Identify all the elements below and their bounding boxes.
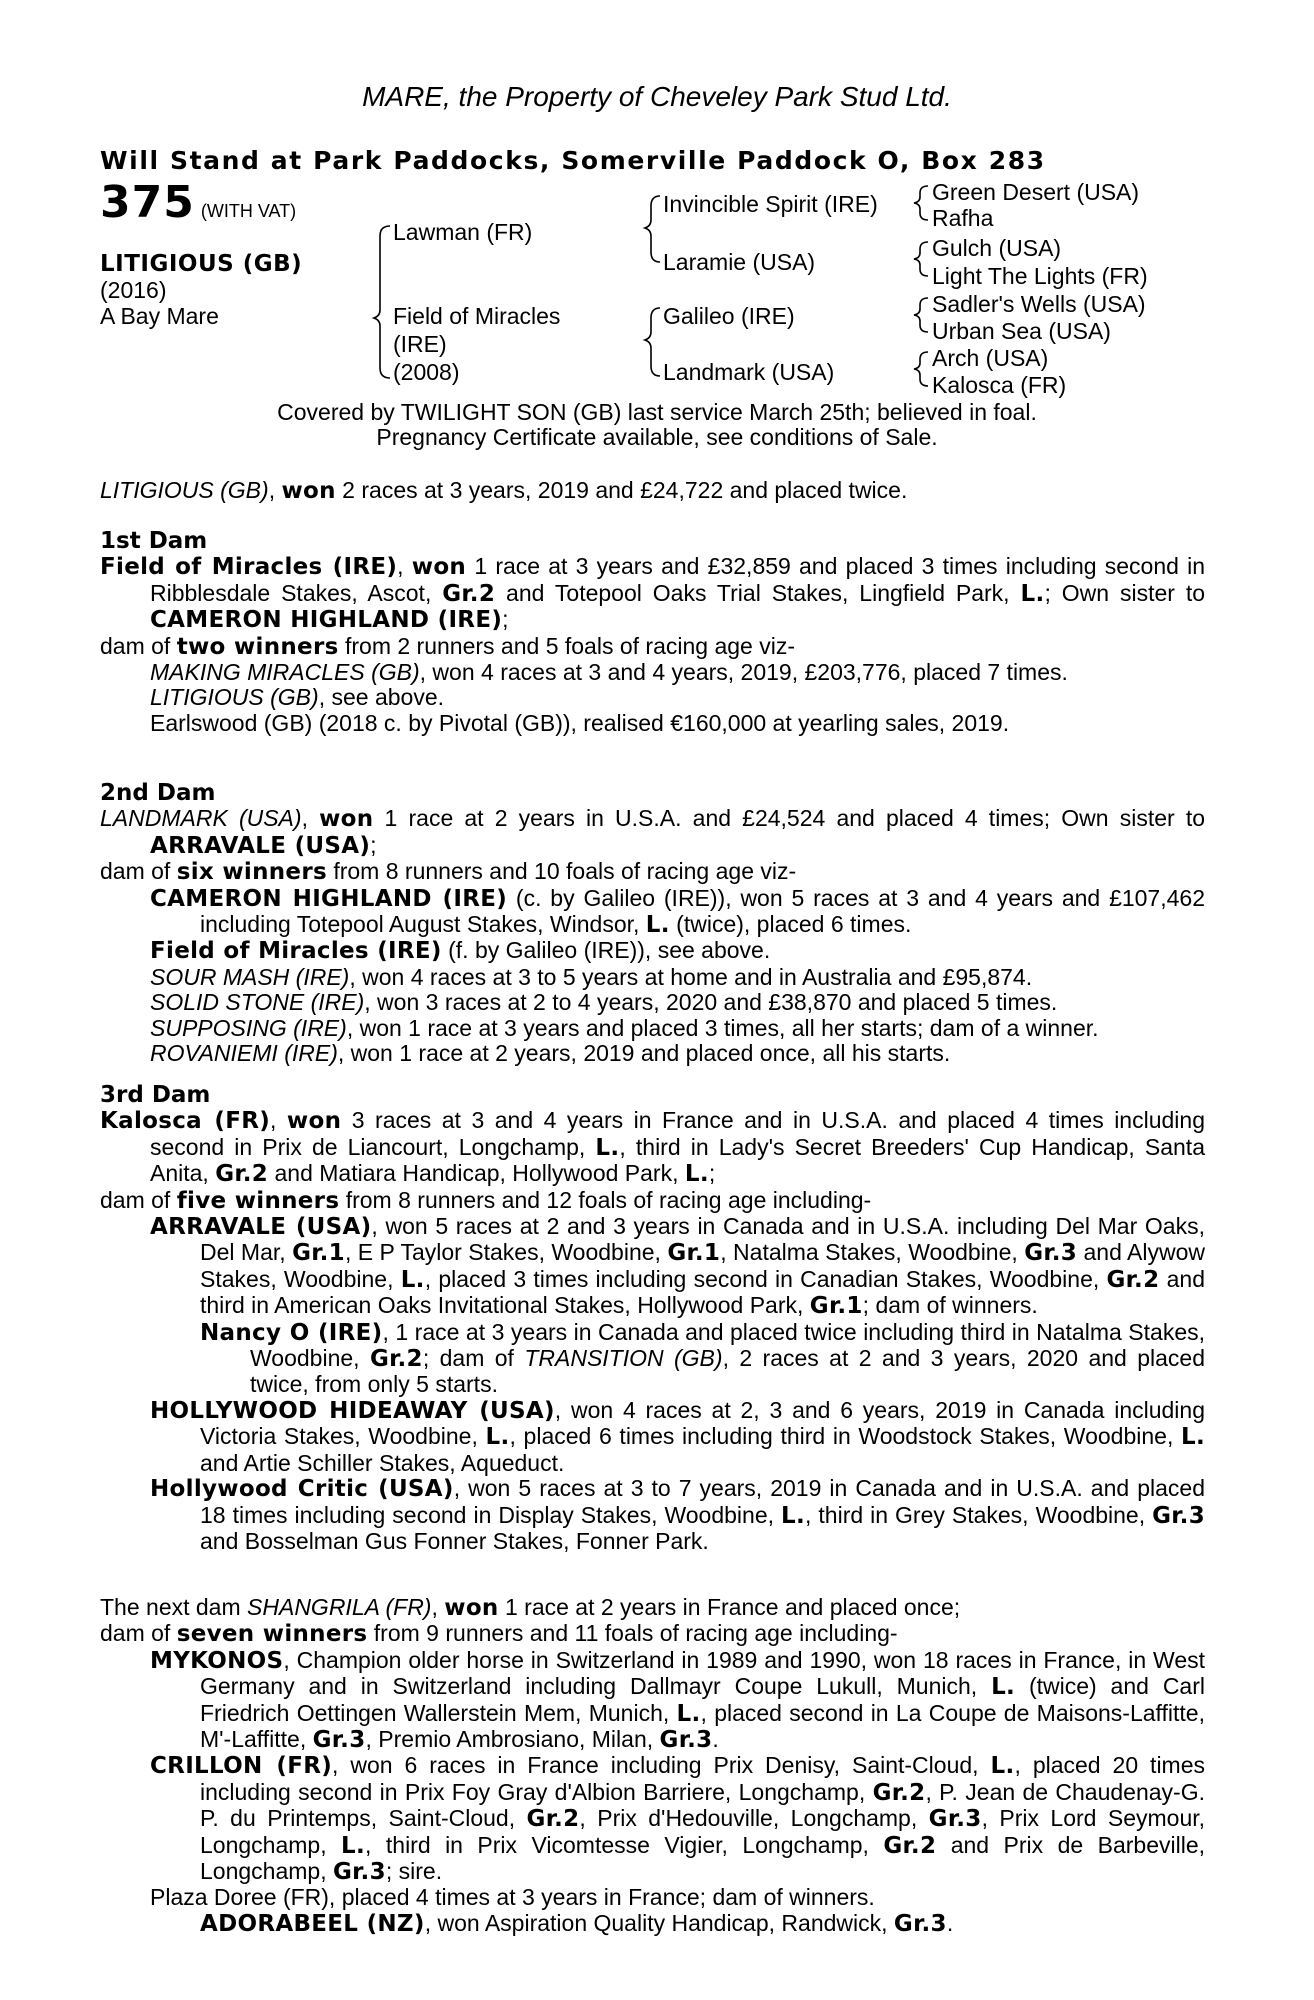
text: from 2 runners and 5 foals of racing age viz- bbox=[338, 632, 795, 659]
pedigree-sd-sire: Gulch (USA) bbox=[932, 235, 1062, 261]
text: and Matiara Handicap, Hollywood Park, bbox=[268, 1160, 685, 1187]
text: and Totepool Oaks Trial Stakes, Lingfield Park, bbox=[495, 579, 1021, 606]
sister-name: ARRAVALE (USA) bbox=[150, 832, 371, 859]
text: , 1 race at 3 years in Canada and placed twice including third in Natalma Stakes, Woodbine, bbox=[250, 1318, 1205, 1372]
progeny-name: Field of Miracles (IRE) bbox=[150, 938, 442, 965]
section-heading: 3rd Dam bbox=[100, 1082, 211, 1108]
text: . bbox=[712, 1726, 719, 1753]
text: from 9 runners and 11 foals of racing age including- bbox=[367, 1620, 898, 1647]
winners-count: two winners bbox=[176, 633, 339, 660]
pedigree-dam-line2: (IRE) bbox=[393, 331, 447, 357]
text: ; Own sister to bbox=[1044, 579, 1206, 606]
text: dam of bbox=[100, 858, 177, 885]
covered-line: Covered by TWILIGHT SON (GB) last service March 25th; believed in foal. bbox=[277, 399, 1037, 425]
grade: L. bbox=[1181, 1424, 1205, 1451]
text: , won 4 races at 3 and 4 years, 2019, £203,776, placed 7 times. bbox=[419, 659, 1068, 686]
progeny-name: Hollywood Critic (USA) bbox=[150, 1476, 454, 1503]
text: , won 3 races at 2 to 4 years, 2020 and £38,870 and placed 5 times. bbox=[364, 989, 1058, 1016]
text: ; bbox=[370, 831, 377, 858]
grade: L. bbox=[1020, 580, 1045, 607]
text: 1 race at 3 years and £32,859 and placed 3 times including second in Ribblesdale Stakes, Ascot, bbox=[150, 553, 1206, 606]
pedigree-ds-sire: Sadler's Wells (USA) bbox=[932, 291, 1146, 317]
dam-name: LANDMARK (USA) bbox=[100, 805, 302, 832]
pedigree-dam-line3: (2008) bbox=[393, 359, 460, 385]
text: , P. Jean de Chaudenay-G. P. du Printemps, Saint-Cloud, bbox=[200, 1778, 1205, 1832]
text: from 8 runners and 10 foals of racing age viz- bbox=[326, 858, 797, 885]
grade: Gr.3 bbox=[1024, 1240, 1078, 1267]
text: . bbox=[946, 1909, 954, 1936]
text: dam of bbox=[100, 1186, 177, 1213]
horse-description: A Bay Mare bbox=[100, 303, 219, 329]
grade: Gr.3 bbox=[893, 1910, 947, 1937]
text: , won 5 races at 3 to 7 years, 2019 in Canada and in U.S.A. and placed 18 times including second in Display Stakes, Woodbine, bbox=[200, 1475, 1205, 1528]
horse-year: (2016) bbox=[100, 277, 167, 303]
text: ; bbox=[708, 1160, 716, 1187]
progeny-name: SOLID STONE (IRE) bbox=[150, 989, 365, 1016]
grade: Gr.2 bbox=[526, 1806, 580, 1833]
won-label: won bbox=[444, 1595, 499, 1621]
grade: L. bbox=[645, 912, 670, 939]
grade: L. bbox=[595, 1134, 620, 1161]
text: (f. by Galileo (IRE)), see above. bbox=[441, 937, 771, 964]
grade: L. bbox=[990, 1753, 1015, 1780]
section-heading: 1st Dam bbox=[100, 528, 208, 554]
text: ; dam of bbox=[422, 1345, 525, 1372]
pedigree-ss-sire: Green Desert (USA) bbox=[932, 179, 1140, 205]
lot-number: 375 bbox=[100, 177, 195, 228]
text: , won 6 races in France including Prix Denisy, Saint-Cloud, bbox=[332, 1752, 991, 1779]
text: , E P Taylor Stakes, Woodbine, bbox=[344, 1239, 668, 1266]
text: , Prix Lord Seymour, Longchamp, bbox=[200, 1805, 1206, 1858]
progeny-name: SUPPOSING (IRE) bbox=[150, 1014, 347, 1041]
dam-name: Kalosca (FR) bbox=[100, 1108, 271, 1135]
text: , won Aspiration Quality Handicap, Randwick, bbox=[424, 1909, 894, 1936]
progeny-name: HOLLYWOOD HIDEAWAY (USA) bbox=[150, 1397, 555, 1424]
grade: L. bbox=[991, 1674, 1016, 1701]
grade: L. bbox=[400, 1266, 425, 1293]
won-label: won bbox=[411, 554, 467, 581]
text: and Bosselman Gus Fonner Stakes, Fonner Park. bbox=[200, 1527, 709, 1554]
second-dam-section: 2nd Dam LANDMARK (USA), won 1 race at 2 years in U.S.A. and £24,524 and placed 4 times; Own sister to ARRAVALE (USA); dam of six winners from 8 runners and 10 foals of racing age viz- CAMERON HIGHLAND (IRE) (c. by Galileo (IRE)), won 5 races at 3 and 4 years and £107,462 including Totepool August Stakes, Windsor, L. (twice), placed 6 times. Field of Miracles (IRE) (f. by Galileo (IRE)), see above. SOUR MASH (IRE), won 4 races at 3 to 5 years at home and in Australia and £95,874. SOLID STONE (IRE), won 3 races at 2 to 4 years, 2020 and £38,870 and placed 5 times. SUPPOSING (IRE), won 1 race at 3 years and placed 3 times, all her starts; dam of a winner. ROVANIEMI (IRE), won 1 race at 2 years, 2019 and placed once, all his starts. bbox=[100, 780, 1205, 1067]
pregnancy-line: Pregnancy Certificate available, see conditions of Sale. bbox=[376, 424, 938, 451]
bracket-ss bbox=[914, 186, 928, 220]
pedigree-ds-dam: Urban Sea (USA) bbox=[932, 318, 1111, 344]
bracket-ds bbox=[914, 298, 928, 332]
dam-name: SHANGRILA (FR) bbox=[247, 1594, 432, 1620]
grade: Gr.2 bbox=[872, 1779, 926, 1806]
text: , third in Grey Stakes, Woodbine, bbox=[805, 1501, 1153, 1528]
pedigree-sire: Lawman (FR) bbox=[393, 219, 533, 245]
grade: Gr.1 bbox=[809, 1293, 863, 1320]
pedigree-dd-dam: Kalosca (FR) bbox=[932, 372, 1067, 398]
grade: Gr.1 bbox=[292, 1240, 345, 1267]
pedigree-dam-sire: Galileo (IRE) bbox=[663, 303, 795, 329]
pedigree-dam-line1: Field of Miracles bbox=[393, 303, 561, 329]
progeny-name: ADORABEEL (NZ) bbox=[200, 1910, 425, 1937]
horse-name: LITIGIOUS (GB) bbox=[100, 251, 303, 277]
summary-won: won bbox=[281, 478, 336, 504]
text: , third in Lady's Secret Breeders' Cup Handicap, Santa Anita, bbox=[150, 1133, 1205, 1187]
text: from 8 runners and 12 foals of racing age including- bbox=[339, 1186, 872, 1213]
winners-count: seven winners bbox=[176, 1621, 368, 1648]
text: ; dam of winners. bbox=[862, 1292, 1038, 1319]
pedigree-sd-dam: Light The Lights (FR) bbox=[932, 263, 1148, 289]
dam-name: Field of Miracles (IRE) bbox=[100, 554, 398, 581]
sister-name: CAMERON HIGHLAND (IRE) bbox=[150, 607, 503, 634]
page-title: MARE, the Property of Cheveley Park Stud Ltd. bbox=[362, 81, 952, 112]
grade: L. bbox=[781, 1502, 806, 1529]
pedigree-dam-dam: Landmark (USA) bbox=[663, 359, 835, 385]
text: ; bbox=[502, 606, 509, 633]
text: and Artie Schiller Stakes, Aqueduct. bbox=[200, 1449, 565, 1476]
grade: L. bbox=[684, 1161, 709, 1188]
text: 1 race at 2 years in U.S.A. and £24,524 and placed 4 times; Own sister to bbox=[373, 805, 1205, 832]
text: (c. by Galileo (IRE)), won 5 races at 3 and 4 years and £107,462 including Totepool August Stakes, Windsor, bbox=[200, 884, 1205, 938]
next-dam-section: The next dam SHANGRILA (FR), won 1 race at 2 years in France and placed once; dam of seven winners from 9 runners and 11 foals of racing age including- MYKONOS, Champion older horse in Switzerland in 1989 and 1990, won 18 races in France, in West Germany and in Switzerland including Dallmayr Coupe Lukull, Munich, L. (twice) and Carl Friedrich Oettingen Wallerstein Mem, Munich, L., placed second in La Coupe de Maisons-Laffitte, M'-Laffitte, Gr.3, Premio Ambrosiano, Milan, Gr.3. CRILLON (FR), won 6 races in France including Prix Denisy, Saint-Cloud, L., placed 20 times including second in Prix Foy Gray d'Albion Barriere, Longchamp, Gr.2, P. Jean de Chaudenay-G. P. du Printemps, Saint-Cloud, Gr.2, Prix d'Hedouville, Longchamp, Gr.3, Prix Lord Seymour, Longchamp, L., third in Prix Vicomtesse Vigier, Longchamp, Gr.2 and Prix de Barbeville, Longchamp, Gr.3; sire. Plaza Doree (FR), placed 4 times at 3 years in France; dam of winners. ADORABEEL (NZ), won Aspiration Quality Handicap, Randwick, Gr.3. bbox=[100, 1594, 1206, 1937]
progeny-line: Plaza Doree (FR), placed 4 times at 3 years in France; dam of winners. bbox=[150, 1884, 875, 1911]
won-label: won bbox=[319, 806, 374, 833]
text: dam of bbox=[100, 632, 177, 659]
won-label: won bbox=[286, 1108, 342, 1135]
grade: Gr.3 bbox=[928, 1806, 982, 1833]
race-summary: LITIGIOUS (GB), won 2 races at 3 years, 2019 and £24,722 and placed twice. bbox=[100, 477, 908, 504]
text: , placed 3 times including second in Canadian Stakes, Woodbine, bbox=[424, 1265, 1107, 1292]
text: 3 races at 3 and 4 years in France and in U.S.A. and placed 4 times including second in Prix de Liancourt, Longchamp, bbox=[150, 1107, 1205, 1160]
progeny-name: ROVANIEMI (IRE) bbox=[150, 1040, 338, 1067]
grade: L. bbox=[341, 1832, 366, 1859]
text: , third in Prix Vicomtesse Vigier, Longchamp, bbox=[365, 1831, 884, 1858]
text: and third in American Oaks Invitational Stakes, Hollywood Park, bbox=[200, 1265, 1205, 1319]
summary-name: LITIGIOUS (GB) bbox=[100, 477, 269, 503]
progeny-line: Earlswood (GB) (2018 c. by Pivotal (GB)), realised €160,000 at yearling sales, 2019. bbox=[150, 709, 1010, 736]
first-dam-section: 1st Dam Field of Miracles (IRE), won 1 race at 3 years and £32,859 and placed 3 times including second in Ribblesdale Stakes, Ascot, Gr.2 and Totepool Oaks Trial Stakes, Lingfield Park, L.; Own sister to CAMERON HIGHLAND (IRE); dam of two winners from 2 runners and 5 foals of racing age viz- MAKING MIRACLES (GB), won 4 races at 3 and 4 years, 2019, £203,776, placed 7 times. LITIGIOUS (GB), see above. Earlswood (GB) (2018 c. by Pivotal (GB)), realised €160,000 at yearling sales, 2019. bbox=[100, 528, 1206, 736]
grade: Gr.3 bbox=[332, 1859, 386, 1886]
progeny-name: Nancy O (IRE) bbox=[200, 1319, 383, 1346]
text: dam of bbox=[100, 1620, 177, 1647]
grade: Gr.3 bbox=[659, 1727, 713, 1754]
grade: Gr.2 bbox=[1106, 1266, 1160, 1293]
grade: Gr.2 bbox=[369, 1346, 423, 1373]
bracket-dd bbox=[914, 352, 928, 386]
grade: L. bbox=[485, 1424, 510, 1451]
vat-note: (WITH VAT) bbox=[200, 201, 297, 221]
grade: Gr.2 bbox=[215, 1161, 269, 1188]
text: , see above. bbox=[318, 684, 444, 711]
text: ; sire. bbox=[385, 1858, 443, 1885]
pedigree-dd-sire: Arch (USA) bbox=[932, 345, 1049, 371]
progeny-name: TRANSITION (GB) bbox=[524, 1345, 723, 1372]
pedigree-ss-dam: Rafha bbox=[932, 205, 994, 231]
progeny-name: CRILLON (FR) bbox=[150, 1753, 333, 1780]
grade: Gr.2 bbox=[442, 580, 496, 607]
pedigree-brackets bbox=[0, 0, 1314, 420]
text: (twice), placed 6 times. bbox=[669, 911, 912, 938]
text: , Prix d'Hedouville, Longchamp, bbox=[579, 1805, 929, 1832]
progeny-name: SOUR MASH (IRE) bbox=[150, 963, 350, 990]
grade: Gr.2 bbox=[883, 1832, 937, 1859]
progeny-name: ARRAVALE (USA) bbox=[150, 1214, 372, 1241]
pedigree-sire-sire: Invincible Spirit (IRE) bbox=[663, 191, 878, 217]
text: , won 4 races at 3 to 5 years at home and in Australia and £95,874. bbox=[349, 963, 1033, 990]
stand-location: Will Stand at Park Paddocks, Somerville Paddock O, Box 283 bbox=[100, 146, 1046, 175]
pedigree-sire-dam: Laramie (USA) bbox=[663, 249, 816, 275]
bracket-dam bbox=[645, 308, 660, 376]
grade: Gr.3 bbox=[1152, 1502, 1205, 1529]
covered-note bbox=[0, 400, 1314, 451]
text: , placed 6 times including third in Woodstock Stakes, Woodbine, bbox=[509, 1423, 1181, 1450]
progeny-name: MYKONOS bbox=[150, 1647, 284, 1674]
text: , won 1 race at 2 years, 2019 and placed once, all his starts. bbox=[337, 1040, 951, 1067]
grade: L. bbox=[676, 1700, 701, 1727]
text: , placed 20 times including second in Prix Foy Gray d'Albion Barriere, Longchamp, bbox=[200, 1752, 1205, 1805]
text: , won 5 races at 2 and 3 years in Canada and in U.S.A. including Del Mar Oaks, Del Mar, bbox=[200, 1213, 1205, 1266]
bracket-sd bbox=[914, 242, 928, 276]
text: , placed second in La Coupe de Maisons-Laffitte, M'-Laffitte, bbox=[200, 1699, 1205, 1753]
text: , Champion older horse in Switzerland in 1989 and 1990, won 18 races in France, in West Germany and in Switzerland including Dallmayr Coupe Lukull, Munich, bbox=[200, 1646, 1205, 1700]
bracket-sire-dam bbox=[374, 226, 390, 378]
bracket-sire bbox=[645, 196, 660, 262]
text: , won 4 races at 2, 3 and 6 years, 2019 in Canada including Victoria Stakes, Woodbine, bbox=[200, 1396, 1205, 1450]
section-heading: 2nd Dam bbox=[100, 780, 216, 806]
text: , won 1 race at 3 years and placed 3 times, all her starts; dam of a winner. bbox=[346, 1014, 1099, 1041]
grade: Gr.1 bbox=[667, 1240, 721, 1267]
winners-count: six winners bbox=[176, 859, 327, 886]
text: and Alywow Stakes, Woodbine, bbox=[200, 1239, 1205, 1292]
third-dam-section: 3rd Dam Kalosca (FR), won 3 races at 3 and 4 years in France and in U.S.A. and placed 4 times including second in Prix de Liancourt, Longchamp, L., third in Lady's Secret Breeders' Cup Handicap, Santa Anita, Gr.2 and Matiara Handicap, Hollywood Park, L.; dam of five winners from 8 runners and 12 foals of racing age including- ARRAVALE (USA), won 5 races at 2 and 3 years in Canada and in U.S.A. including Del Mar Oaks, Del Mar, Gr.1, E P Taylor Stakes, Woodbine, Gr.1, Natalma Stakes, Woodbine, Gr.3 and Alywow Stakes, Woodbine, L., placed 3 times including second in Canadian Stakes, Woodbine, Gr.2 and third in American Oaks Invitational Stakes, Hollywood Park, Gr.1; dam of winners. Nancy O (IRE), 1 race at 3 years in Canada and placed twice including third in Natalma Stakes, Woodbine, Gr.2; dam of TRANSITION (GB), 2 races at 2 and 3 years, 2020 and placed twice, from only 5 starts. HOLLYWOOD HIDEAWAY (USA), won 4 races at 2, 3 and 6 years, 2019 in Canada including Victoria Stakes, Woodbine, L., placed 6 times including third in Woodstock Stakes, Woodbine, L. and Artie Schiller Stakes, Aqueduct. Hollywood Critic (USA), won 5 races at 3 to 7 years, 2019 in Canada and in U.S.A. and placed 18 times including second in Display Stakes, Woodbine, L., third in Grey Stakes, Woodbine, Gr.3 and Bosselman Gus Fonner Stakes, Fonner Park. bbox=[100, 1082, 1205, 1554]
progeny-name: MAKING MIRACLES (GB) bbox=[150, 659, 420, 686]
text: , Premio Ambrosiano, Milan, bbox=[365, 1726, 660, 1753]
grade: Gr.3 bbox=[312, 1727, 366, 1754]
text: The next dam bbox=[100, 1594, 248, 1620]
text: and Prix de Barbeville, Longchamp, bbox=[200, 1831, 1206, 1885]
progeny-name: CAMERON HIGHLAND (IRE) bbox=[150, 885, 508, 912]
text: 1 race at 2 years in France and placed once; bbox=[498, 1594, 961, 1620]
text: , 2 races at 2 and 3 years, 2020 and placed twice, from only 5 starts. bbox=[250, 1345, 1205, 1398]
progeny-name: LITIGIOUS (GB) bbox=[150, 684, 319, 711]
text: (twice) and Carl Friedrich Oettingen Wallerstein Mem, Munich, bbox=[200, 1673, 1205, 1726]
text: , Natalma Stakes, Woodbine, bbox=[720, 1239, 1025, 1266]
winners-count: five winners bbox=[176, 1187, 340, 1214]
summary-text: 2 races at 3 years, 2019 and £24,722 and placed twice. bbox=[335, 477, 908, 503]
